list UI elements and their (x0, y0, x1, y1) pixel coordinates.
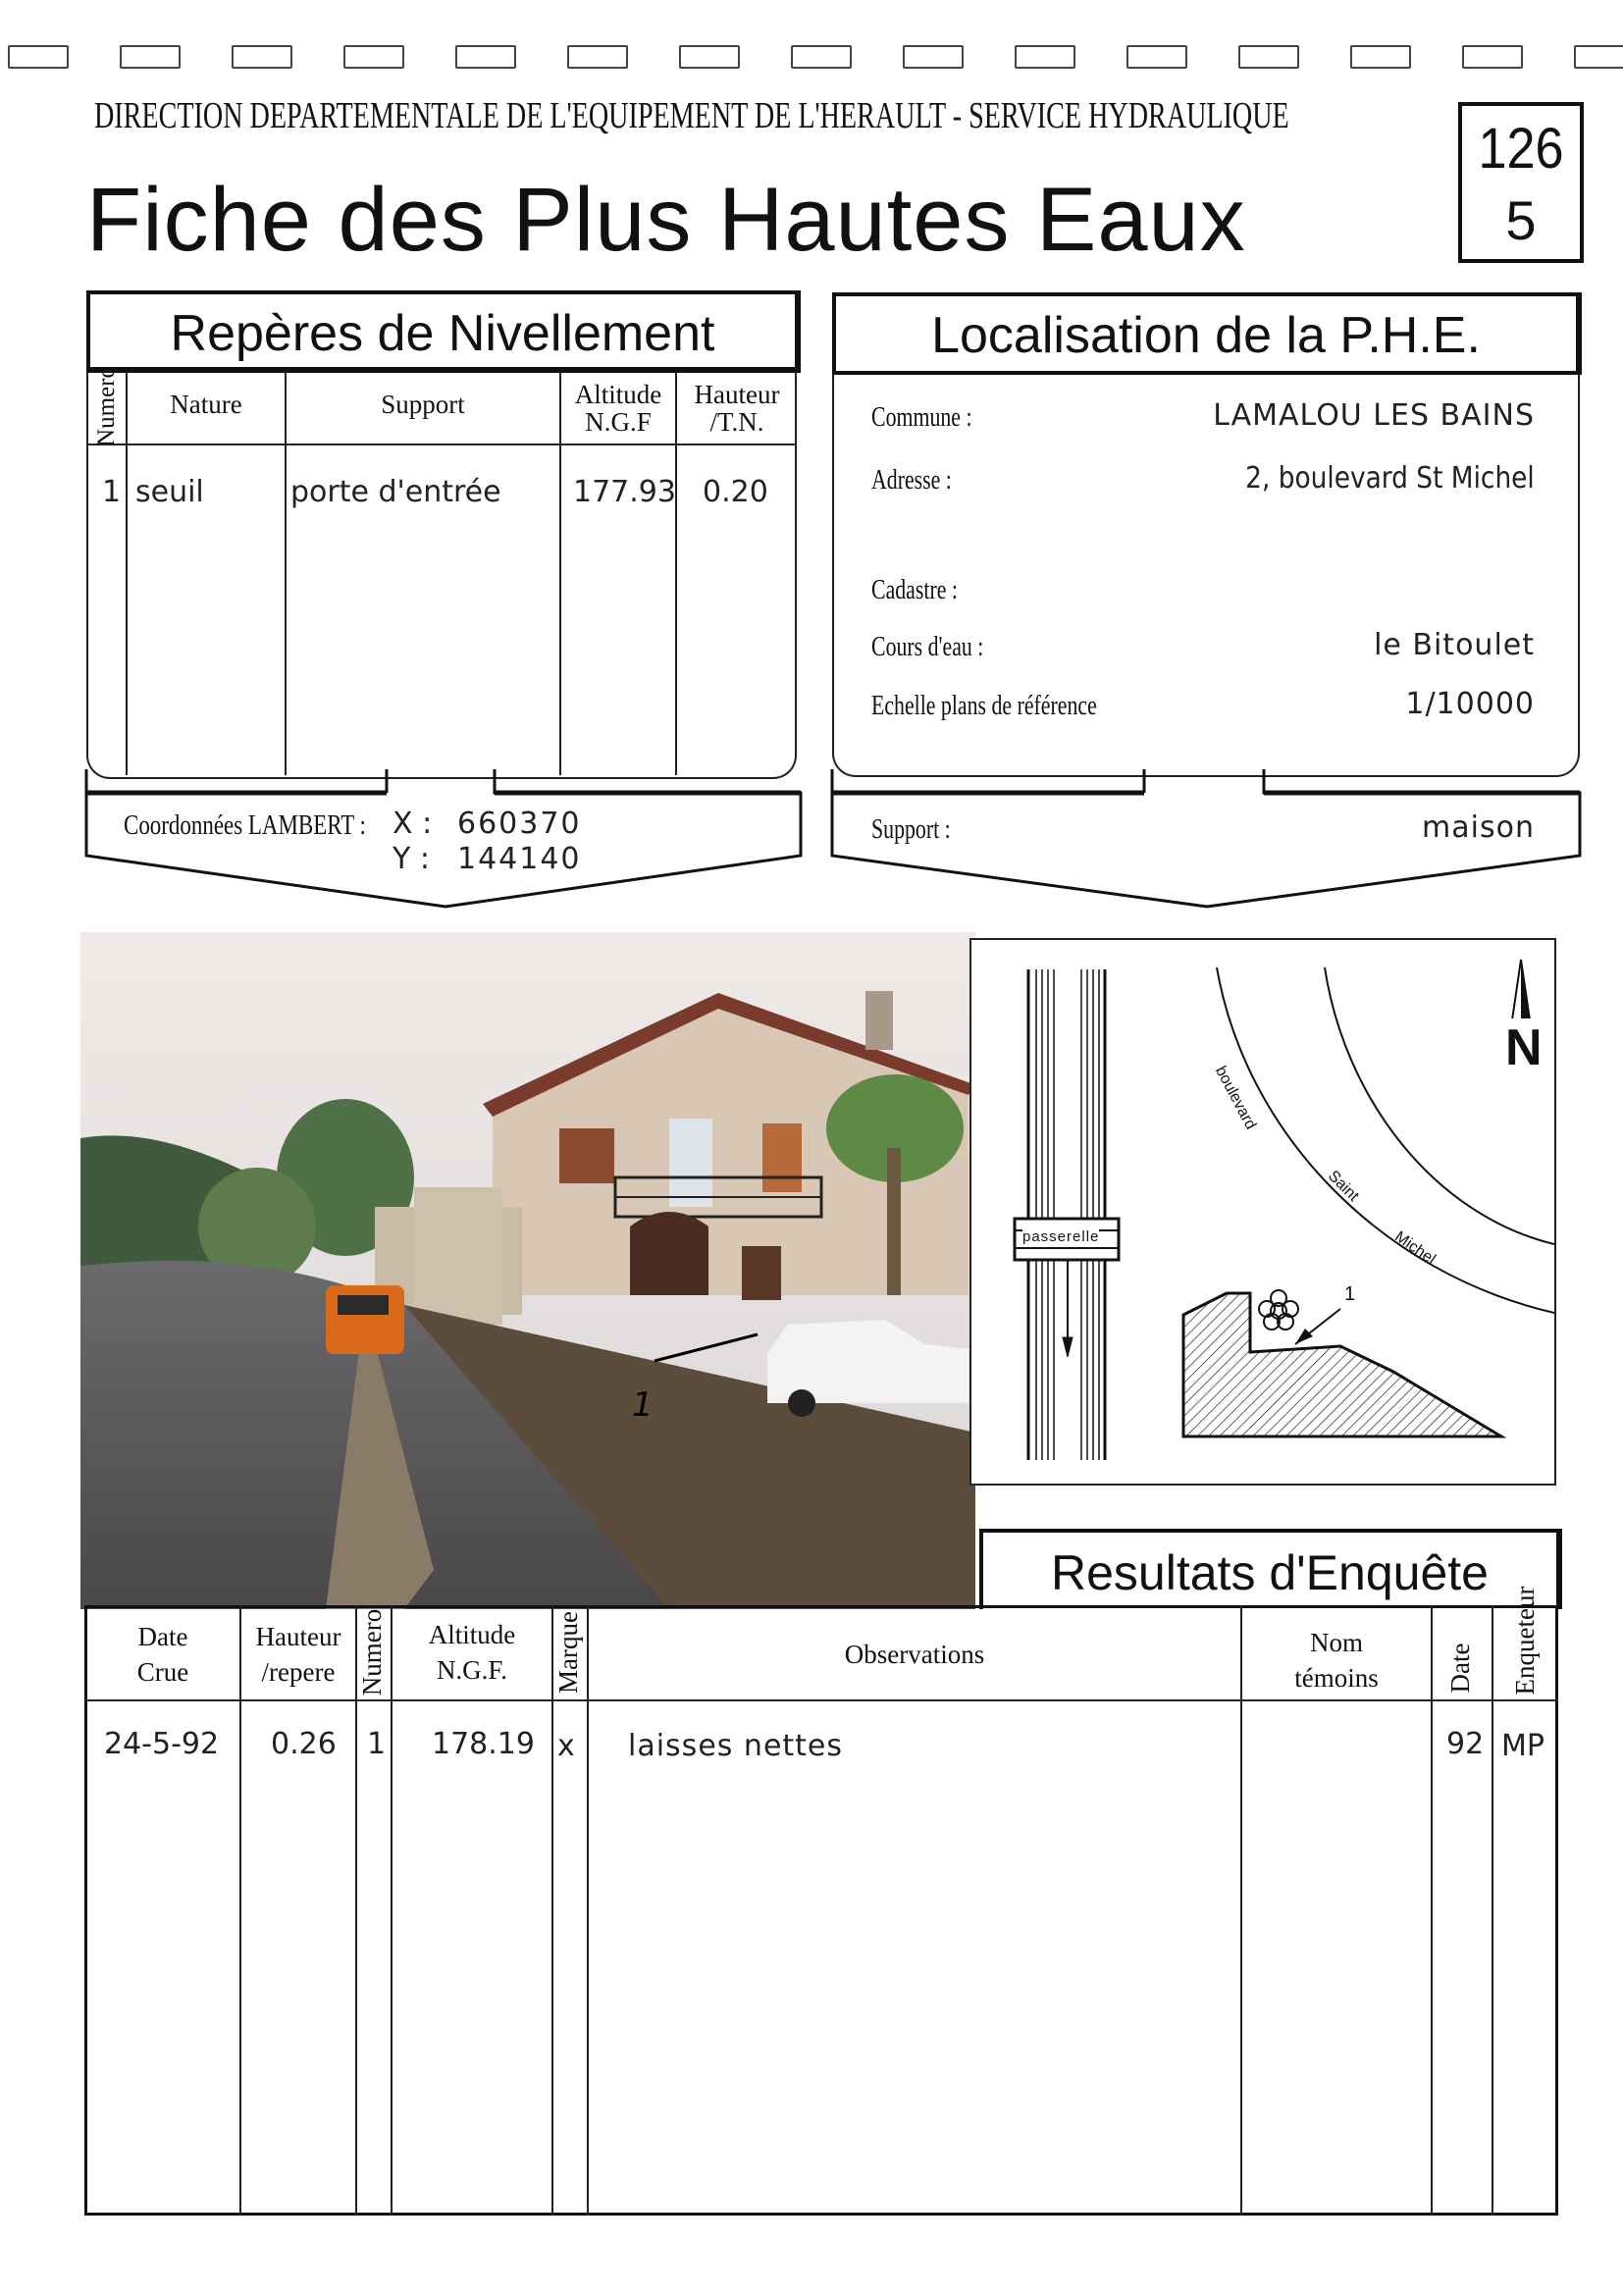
resultats-col-observations: Observations (844, 1640, 985, 1669)
support-value: maison (1422, 810, 1535, 845)
echelle-value: 1/10000 (1405, 687, 1535, 721)
cadastre-label: Cadastre : (871, 575, 958, 605)
resultats-cell-enqueteur: MP (1501, 1729, 1544, 1763)
resultats-col-date-crue: Date Crue (136, 1622, 189, 1687)
reperes-col-support: Support (381, 390, 465, 419)
resultats-col-marque: Marque (553, 1611, 583, 1694)
localisation-title: Localisation de la P.H.E. (931, 307, 1481, 364)
resultats-title-box (979, 1529, 1562, 1609)
reference-number: 126 (1478, 117, 1564, 181)
resultats-cell-hauteur-repere: 0.26 (271, 1727, 337, 1761)
resultats-cell-date-crue: 24-5-92 (104, 1727, 220, 1761)
resultats-col-nom-temoins: Nom témoins (1294, 1628, 1379, 1693)
photo-marker-label: 1 (632, 1385, 654, 1425)
plan-passerelle-label: passerelle (1022, 1228, 1100, 1245)
coordonnees-frame (82, 769, 805, 922)
resultats-cell-observations: laisses nettes (628, 1729, 844, 1763)
reperes-cell-support: porte d'entrée (290, 475, 501, 509)
reperes-col-hauteur: Hauteur /T.N. (694, 380, 780, 437)
resultats-col-altitude: Altitude N.G.F. (428, 1620, 516, 1685)
house-photo (80, 932, 975, 1609)
cours-eau-value: le Bitoulet (1374, 628, 1535, 662)
resultats-col-date: Date (1445, 1643, 1475, 1694)
reperes-title: Repères de Nivellement (170, 305, 715, 362)
reperes-cell-altitude: 177.93 (573, 475, 676, 509)
resultats-cell-altitude: 178.19 (432, 1727, 535, 1761)
reperes-col-nature: Nature (170, 390, 242, 419)
reperes-title-box (86, 290, 801, 373)
cours-eau-label: Cours d'eau : (871, 632, 984, 662)
resultats-cell-numero: 1 (367, 1727, 387, 1761)
reperes-cell-nature: seuil (135, 475, 204, 509)
coordonnees-label: Coordonnées LAMBERT : (124, 810, 366, 841)
direction-heading: DIRECTION DEPARTEMENTALE DE L'EQUIPEMENT DE L'HERAULT - SERVICE HYDRAULIQUE (94, 95, 1289, 136)
echelle-label: Echelle plans de référence (871, 691, 1097, 721)
plan-street-word-1: boulevard (1211, 1064, 1259, 1133)
coordonnees-x-label: X : (393, 807, 433, 841)
plan-street-word-3: Michel (1391, 1228, 1439, 1269)
plan-drawing (971, 940, 1554, 1484)
coordonnees-x-value: 660370 (457, 807, 582, 841)
resultats-cell-marque: x (557, 1729, 575, 1763)
adresse-value: 2, boulevard St Michel (1245, 461, 1535, 496)
localisation-title-box (832, 292, 1582, 375)
reperes-col-numero: Numero (93, 366, 120, 446)
plan-street-word-2: Saint (1324, 1168, 1362, 1205)
resultats-cell-date: 92 (1446, 1727, 1485, 1761)
support-label: Support : (871, 814, 951, 845)
resultats-title: Resultats d'Enquête (1051, 1545, 1489, 1600)
coordonnees-y-value: 144140 (457, 842, 582, 876)
support-frame (828, 769, 1584, 922)
resultats-col-enqueteur: Enqueteur (1510, 1586, 1540, 1696)
adresse-label: Adresse : (871, 465, 952, 496)
page-title: Fiche des Plus Hautes Eaux (86, 170, 1246, 270)
plan-marker-label: 1 (1344, 1283, 1356, 1305)
reperes-cell-numero: 1 (102, 475, 122, 509)
coordonnees-y-label: Y : (393, 842, 430, 876)
reference-box (1458, 102, 1584, 263)
resultats-col-numero: Numero (357, 1608, 387, 1696)
resultats-col-hauteur-repere: Hauteur /repere (255, 1622, 341, 1687)
reperes-col-altitude: Altitude N.G.F (574, 380, 662, 437)
commune-label: Commune : (871, 402, 972, 433)
resultats-table (84, 1605, 1558, 2216)
reperes-cell-hauteur: 0.20 (703, 475, 768, 509)
north-icon: N (1501, 1018, 1546, 1077)
reference-sub: 5 (1505, 189, 1537, 251)
commune-value: LAMALOU LES BAINS (1213, 398, 1535, 433)
location-plan (969, 938, 1556, 1486)
